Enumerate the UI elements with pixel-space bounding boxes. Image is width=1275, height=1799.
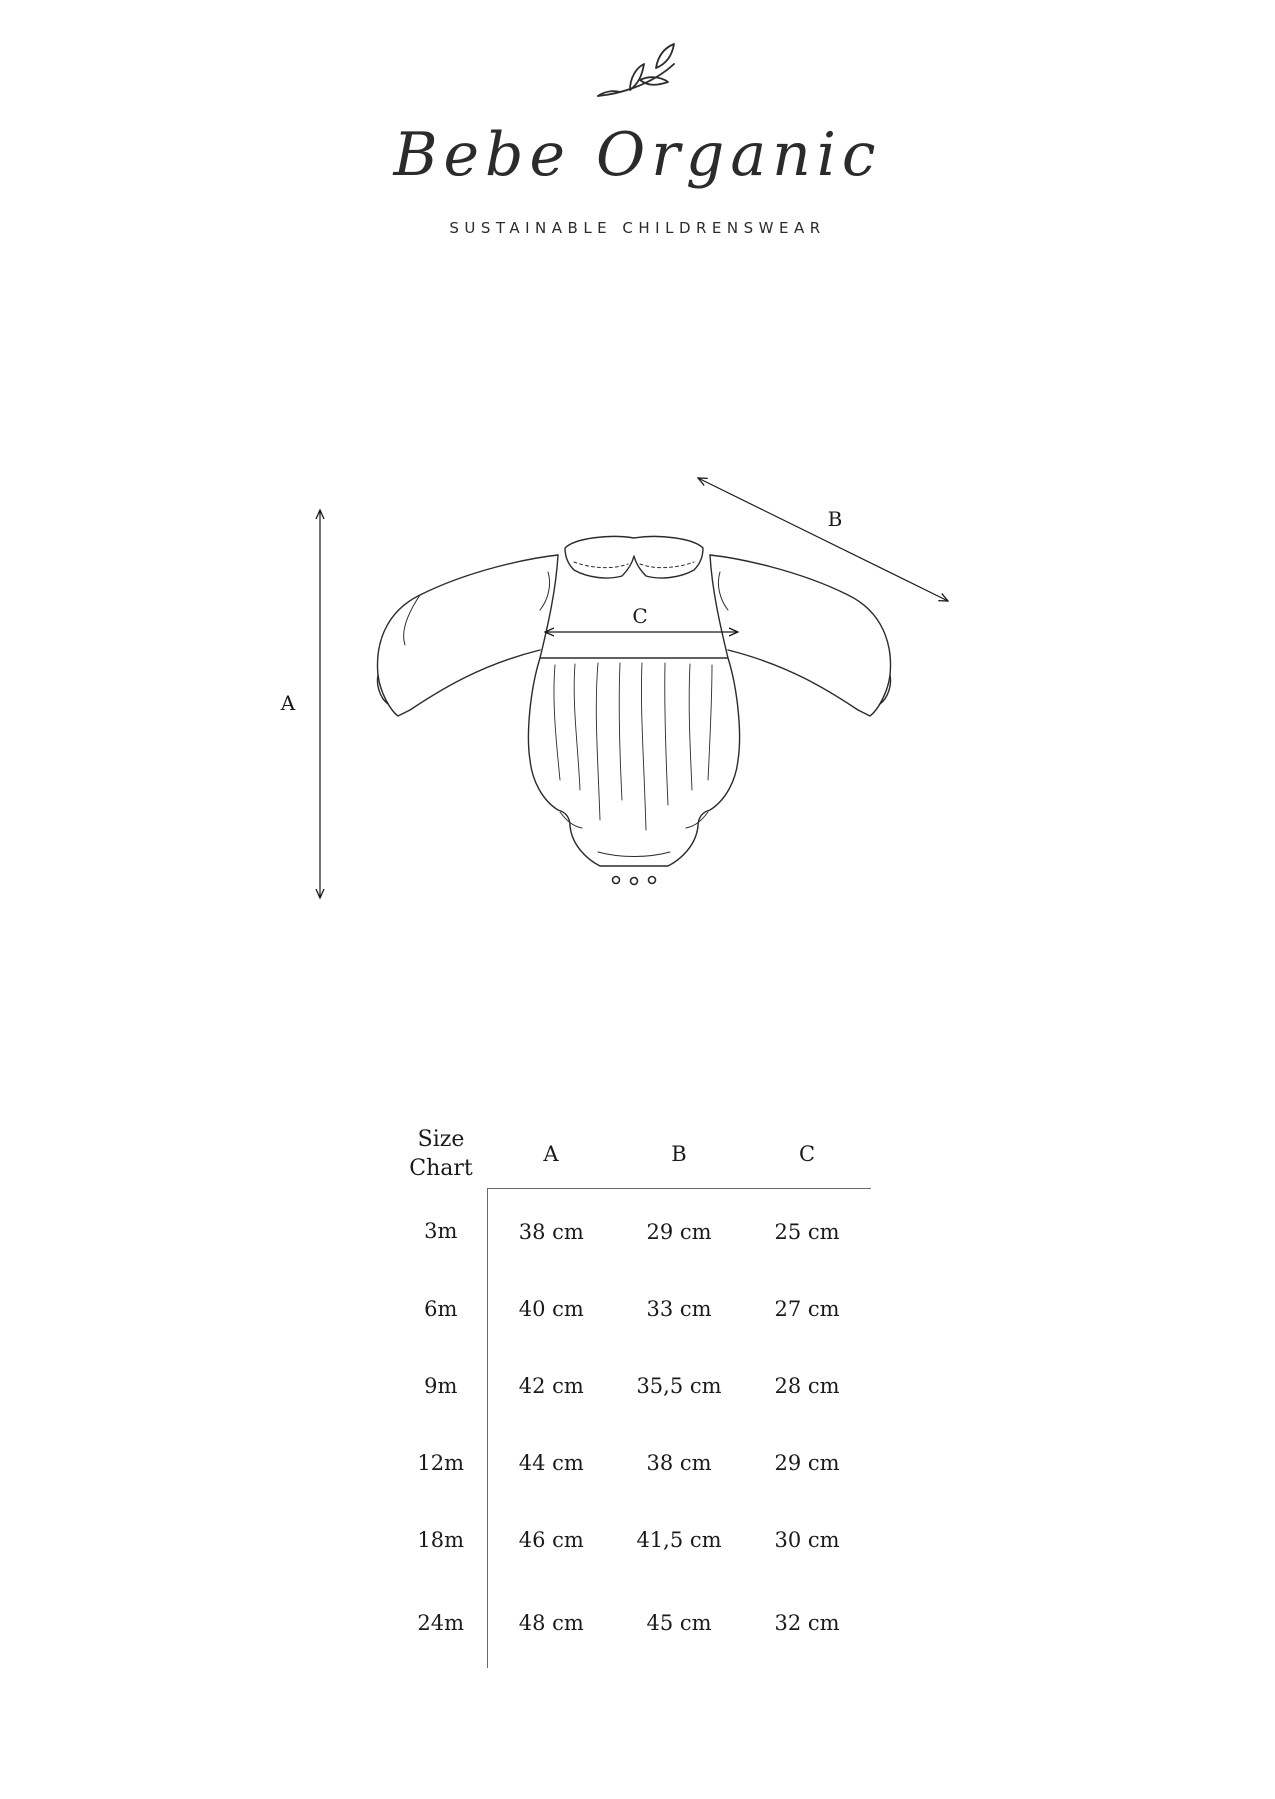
cell-c: 25 cm [774, 1219, 840, 1244]
garment-measurement-diagram [0, 460, 1275, 920]
row-size-label: 18m [395, 1501, 487, 1578]
column-header-c: C [743, 1120, 871, 1189]
cell-a: 42 cm [518, 1373, 584, 1398]
cell-c: 30 cm [774, 1527, 840, 1552]
table-row [395, 1424, 871, 1501]
size-chart-heading-line1: Size [417, 1127, 465, 1153]
cell-b: 33 cm [646, 1296, 712, 1321]
row-size-label: 12m [395, 1424, 487, 1501]
column-header-b: B [615, 1120, 743, 1189]
size-chart-heading [395, 1120, 487, 1189]
cell-a: 40 cm [518, 1296, 584, 1321]
cell-b: 41,5 cm [636, 1527, 722, 1552]
cell-b: 35,5 cm [636, 1373, 722, 1398]
size-chart-heading-line2: Chart [409, 1156, 473, 1182]
measurement-a-label: A [280, 691, 296, 715]
table-row [395, 1189, 871, 1271]
measurement-c-label: C [632, 604, 648, 628]
column-header-a: A [487, 1120, 615, 1189]
row-size-label: 3m [395, 1189, 487, 1271]
cell-a: 48 cm [518, 1611, 584, 1635]
cell-c: 32 cm [774, 1611, 840, 1635]
romper-illustration [377, 536, 890, 866]
measurement-b-arrow [698, 478, 948, 601]
measurement-b-label: B [827, 507, 843, 531]
cell-c: 27 cm [774, 1296, 840, 1321]
table-row [395, 1270, 871, 1347]
cell-a: 46 cm [518, 1527, 584, 1552]
table-row [395, 1578, 871, 1668]
cell-c: 29 cm [774, 1450, 840, 1475]
cell-b: 45 cm [646, 1611, 712, 1635]
table-row [395, 1501, 871, 1578]
cell-a: 38 cm [518, 1219, 584, 1244]
cell-b: 38 cm [646, 1450, 712, 1475]
cell-a: 44 cm [518, 1450, 584, 1475]
row-size-label: 24m [395, 1578, 487, 1668]
size-chart-table [395, 1120, 871, 1668]
cell-c: 28 cm [774, 1373, 840, 1398]
brand-name: Bebe Organic [393, 120, 882, 190]
row-size-label: 6m [395, 1270, 487, 1347]
brand-tagline: SUSTAINABLE CHILDRENSWEAR [449, 219, 826, 237]
table-header-row [395, 1120, 871, 1189]
snap-buttons [613, 877, 656, 885]
row-size-label: 9m [395, 1347, 487, 1424]
cell-b: 29 cm [646, 1219, 712, 1244]
table-row [395, 1347, 871, 1424]
